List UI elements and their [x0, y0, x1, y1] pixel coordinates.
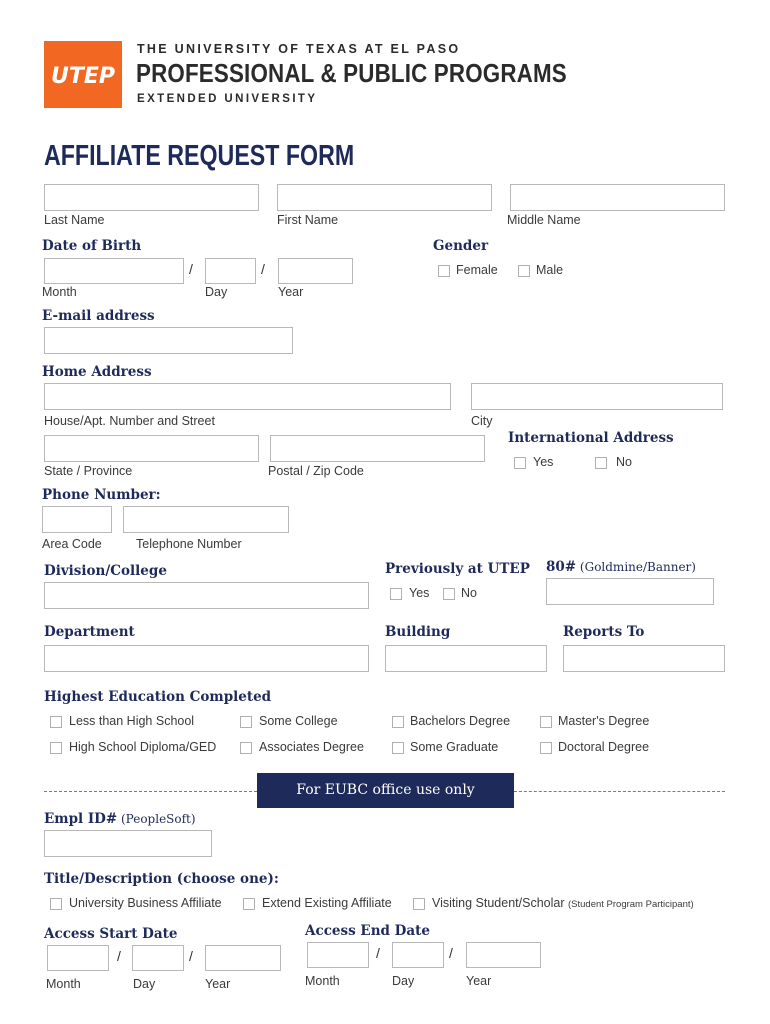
- edu-less-than-hs-checkbox[interactable]: [50, 716, 62, 728]
- start-day-field[interactable]: [132, 945, 184, 971]
- start-sep-1: /: [117, 948, 121, 964]
- eighty-field[interactable]: [546, 578, 714, 605]
- gender-female-label: Female: [456, 263, 498, 277]
- dob-heading: Date of Birth: [42, 238, 142, 254]
- first-name-field[interactable]: [277, 184, 492, 211]
- visiting-scholar-text: Visiting Student/Scholar: [432, 896, 565, 910]
- empl-id-heading-main: Empl ID#: [44, 811, 118, 827]
- start-year-label: Year: [205, 977, 231, 991]
- telephone-field[interactable]: [123, 506, 289, 533]
- university-name: THE UNIVERSITY OF TEXAS AT EL PASO: [137, 42, 461, 56]
- email-heading: E-mail address: [42, 308, 155, 324]
- edu-less-than-hs-label: Less than High School: [69, 714, 195, 728]
- end-month-label: Month: [305, 974, 340, 988]
- end-sep-2: /: [449, 945, 453, 961]
- street-label: House/Apt. Number and Street: [44, 414, 215, 428]
- dob-year-label: Year: [278, 285, 304, 299]
- city-field[interactable]: [471, 383, 723, 410]
- edu-doctoral-label: Doctoral Degree: [558, 740, 650, 754]
- dob-sep-2: /: [261, 261, 265, 277]
- start-year-field[interactable]: [205, 945, 281, 971]
- intl-no-checkbox[interactable]: [595, 457, 607, 469]
- end-day-field[interactable]: [392, 942, 444, 968]
- edu-bachelors-label: Bachelors Degree: [410, 714, 511, 728]
- gender-male-label: Male: [536, 263, 564, 277]
- dob-day-field[interactable]: [205, 258, 256, 284]
- last-name-field[interactable]: [44, 184, 259, 211]
- start-month-field[interactable]: [47, 945, 109, 971]
- extend-affiliate-label: Extend Existing Affiliate: [262, 896, 392, 910]
- end-year-label: Year: [466, 974, 492, 988]
- visiting-scholar-checkbox[interactable]: [413, 898, 425, 910]
- edu-some-graduate-checkbox[interactable]: [392, 742, 404, 754]
- middle-name-field[interactable]: [510, 184, 725, 211]
- international-heading: International Address: [508, 430, 674, 446]
- empl-id-field[interactable]: [44, 830, 212, 857]
- logo-wordmark: UTEP: [50, 64, 116, 89]
- edu-masters-label: Master's Degree: [558, 714, 650, 728]
- intl-yes-label: Yes: [533, 455, 554, 469]
- empl-id-heading: [44, 811, 196, 827]
- gender-heading: Gender: [433, 238, 489, 254]
- division-field[interactable]: [44, 582, 369, 609]
- last-name-label: Last Name: [44, 213, 105, 227]
- previously-no-label: No: [461, 586, 477, 600]
- page-title: AFFILIATE REQUEST FORM: [44, 140, 355, 172]
- dob-month-label: Month: [42, 285, 77, 299]
- edu-some-college-label: Some College: [259, 714, 338, 728]
- postal-field[interactable]: [270, 435, 485, 462]
- eighty-heading: [546, 559, 696, 575]
- previously-yes-checkbox[interactable]: [390, 588, 402, 600]
- state-field[interactable]: [44, 435, 259, 462]
- start-sep-2: /: [189, 948, 193, 964]
- phone-heading: Phone Number:: [42, 487, 161, 503]
- education-heading: Highest Education Completed: [44, 689, 272, 705]
- city-label: City: [471, 414, 493, 428]
- dob-month-field[interactable]: [44, 258, 184, 284]
- office-divider-right: [514, 791, 725, 792]
- edu-masters-checkbox[interactable]: [540, 716, 552, 728]
- state-label: State / Province: [44, 464, 133, 478]
- dob-year-field[interactable]: [278, 258, 353, 284]
- building-heading: Building: [385, 624, 451, 640]
- edu-doctoral-checkbox[interactable]: [540, 742, 552, 754]
- univ-business-affiliate-checkbox[interactable]: [50, 898, 62, 910]
- building-field[interactable]: [385, 645, 547, 672]
- title-description-heading: Title/Description (choose one):: [44, 871, 279, 887]
- end-day-label: Day: [392, 974, 415, 988]
- edu-bachelors-checkbox[interactable]: [392, 716, 404, 728]
- visiting-scholar-label: [432, 896, 694, 910]
- home-address-heading: Home Address: [42, 364, 152, 380]
- eighty-heading-sub: (Goldmine/Banner): [576, 560, 696, 574]
- access-start-heading: Access Start Date: [44, 926, 178, 942]
- telephone-label: Telephone Number: [136, 537, 242, 551]
- access-end-heading: Access End Date: [305, 923, 430, 939]
- intl-yes-checkbox[interactable]: [514, 457, 526, 469]
- univ-business-affiliate-label: University Business Affiliate: [69, 896, 222, 910]
- eighty-heading-main: 80#: [546, 559, 577, 575]
- email-field[interactable]: [44, 327, 293, 354]
- middle-name-label: Middle Name: [507, 213, 581, 227]
- intl-no-label: No: [616, 455, 632, 469]
- department-heading: Department: [44, 624, 135, 640]
- end-sep-1: /: [376, 945, 380, 961]
- division-name: EXTENDED UNIVERSITY: [137, 93, 318, 105]
- previously-yes-label: Yes: [409, 586, 430, 600]
- edu-hs-diploma-checkbox[interactable]: [50, 742, 62, 754]
- gender-male-checkbox[interactable]: [518, 265, 530, 277]
- street-field[interactable]: [44, 383, 451, 410]
- edu-some-graduate-label: Some Graduate: [410, 740, 499, 754]
- gender-female-checkbox[interactable]: [438, 265, 450, 277]
- start-month-label: Month: [46, 977, 81, 991]
- utep-logo: [44, 41, 122, 108]
- reports-heading: Reports To: [563, 624, 645, 640]
- first-name-label: First Name: [277, 213, 339, 227]
- office-divider-left: [44, 791, 257, 792]
- department-field[interactable]: [44, 645, 369, 672]
- area-code-label: Area Code: [42, 537, 102, 551]
- previously-no-checkbox[interactable]: [443, 588, 455, 600]
- edu-hs-diploma-label: High School Diploma/GED: [69, 740, 217, 754]
- dob-day-label: Day: [205, 285, 228, 299]
- previously-heading: Previously at UTEP: [385, 561, 530, 577]
- postal-label: Postal / Zip Code: [268, 464, 364, 478]
- start-day-label: Day: [133, 977, 156, 991]
- visiting-scholar-note: (Student Program Participant): [567, 899, 694, 910]
- reports-field[interactable]: [563, 645, 725, 672]
- empl-id-heading-sub: (PeopleSoft): [117, 812, 196, 826]
- end-month-field[interactable]: [307, 942, 369, 968]
- end-year-field[interactable]: [466, 942, 541, 968]
- program-name: PROFESSIONAL & PUBLIC PROGRAMS: [136, 58, 567, 88]
- edu-associates-checkbox[interactable]: [240, 742, 252, 754]
- extend-affiliate-checkbox[interactable]: [243, 898, 255, 910]
- division-heading: Division/College: [44, 563, 167, 579]
- area-code-field[interactable]: [42, 506, 112, 533]
- dob-sep-1: /: [189, 261, 193, 277]
- edu-some-college-checkbox[interactable]: [240, 716, 252, 728]
- edu-associates-label: Associates Degree: [259, 740, 364, 754]
- office-use-banner: For EUBC office use only: [257, 773, 514, 808]
